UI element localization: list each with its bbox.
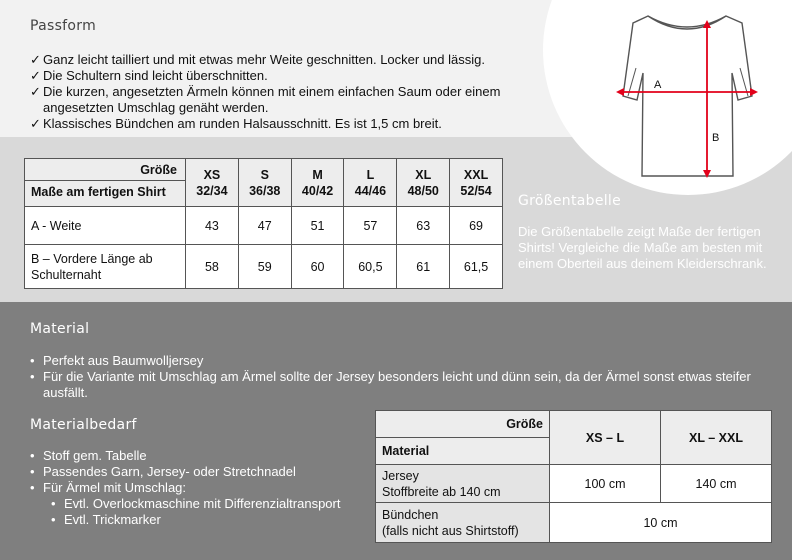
materialbedarf-list xyxy=(30,448,370,528)
material-title: Material xyxy=(30,321,90,337)
row-label: B – Vordere Länge ab Schulternaht xyxy=(25,245,186,289)
size-col-xl: XL 48/50 xyxy=(397,159,450,207)
tshirt-diagram xyxy=(590,8,780,183)
cell-value: 10 cm xyxy=(550,503,772,543)
check-icon: ✓ xyxy=(30,84,41,99)
passform-list xyxy=(30,52,520,132)
label-a: A xyxy=(654,79,662,91)
size-col-xs: XS 32/34 xyxy=(186,159,239,207)
cell-value: 60,5 xyxy=(344,245,397,289)
material-col-xl-xxl: XL – XXL xyxy=(661,411,772,465)
cell-value: 47 xyxy=(238,207,291,245)
cell-value: 61 xyxy=(397,245,450,289)
bullet-icon: • xyxy=(51,512,56,527)
groessentabelle-text: Die Größentabelle zeigt Maße der fertigen Shirts! Vergleiche die Maße am besten mit einem Oberteil aus deinem Kleiderschrank. xyxy=(518,224,767,271)
table-row xyxy=(376,465,772,503)
arrow-a-left-head xyxy=(616,88,624,96)
material-col-xs-l: XS – L xyxy=(550,411,661,465)
check-icon: ✓ xyxy=(30,68,41,83)
bullet-icon: • xyxy=(30,464,35,479)
size-col-m: M 40/42 xyxy=(291,159,344,207)
check-icon: ✓ xyxy=(30,116,41,131)
table-row xyxy=(376,503,772,543)
buendchen-label: Bündchen (falls nicht aus Shirtstoff) xyxy=(376,503,550,543)
list-item: • Evtl. Trickmarker xyxy=(51,512,161,527)
passform-item: ✓ Die kurzen, angesetzten Ärmeln können mit einem einfachen Saum oder einem angesetzten Umschlag genäht werden. xyxy=(30,84,501,115)
list-item: • Für Ärmel mit Umschlag: xyxy=(30,480,187,495)
size-col-l: L 44/46 xyxy=(344,159,397,207)
cell-value: 61,5 xyxy=(450,245,503,289)
cell-value: 43 xyxy=(186,207,239,245)
label-b: B xyxy=(712,132,720,144)
material-label: Material xyxy=(376,438,550,465)
cell-value: 58 xyxy=(186,245,239,289)
material-size-label: Größe xyxy=(376,411,550,438)
cell-value: 100 cm xyxy=(550,465,661,503)
size-col-s: S 36/38 xyxy=(238,159,291,207)
list-item: • Evtl. Overlockmaschine mit Differenzialtransport xyxy=(51,496,341,511)
material-list xyxy=(30,353,770,401)
list-item: • Für die Variante mit Umschlag am Ärmel sollte der Jersey besonders leicht und dünn sein, da der Ärmel sonst etwas steifer ausfällt. xyxy=(30,369,751,400)
jersey-label: Jersey Stoffbreite ab 140 cm xyxy=(376,465,550,503)
arrow-a-right-head xyxy=(750,88,758,96)
cell-value: 59 xyxy=(238,245,291,289)
cell-value: 51 xyxy=(291,207,344,245)
cell-value: 63 xyxy=(397,207,450,245)
tshirt-outline xyxy=(623,16,752,176)
bullet-icon: • xyxy=(30,448,35,463)
size-header-label: Größe xyxy=(25,159,185,181)
bullet-icon: • xyxy=(30,369,35,384)
row-label: A - Weite xyxy=(25,207,186,245)
cell-value: 140 cm xyxy=(661,465,772,503)
check-icon: ✓ xyxy=(30,52,41,67)
list-item: • Perfekt aus Baumwolljersey xyxy=(30,353,204,368)
table-row xyxy=(25,207,503,245)
bullet-icon: • xyxy=(30,353,35,368)
table-row xyxy=(25,245,503,289)
list-item: • Stoff gem. Tabelle xyxy=(30,448,147,463)
size-col-xxl: XXL 52/54 xyxy=(450,159,503,207)
bullet-icon: • xyxy=(30,480,35,495)
material-table xyxy=(375,410,772,543)
materialbedarf-title: Materialbedarf xyxy=(30,417,137,433)
cell-value: 57 xyxy=(344,207,397,245)
passform-title: Passform xyxy=(30,18,97,34)
groessentabelle-title: Größentabelle xyxy=(518,193,622,209)
measure-label: Maße am fertigen Shirt xyxy=(31,185,166,199)
passform-item: ✓ Klassisches Bündchen am runden Halsausschnitt. Es ist 1,5 cm breit. xyxy=(30,116,442,131)
size-table xyxy=(24,158,503,289)
cell-value: 60 xyxy=(291,245,344,289)
arrow-b-bottom-head xyxy=(703,170,711,178)
passform-item: ✓ Die Schultern sind leicht überschnitten. xyxy=(30,68,268,83)
list-item: • Passendes Garn, Jersey- oder Stretchnadel xyxy=(30,464,296,479)
passform-item: ✓ Ganz leicht tailliert und mit etwas mehr Weite geschnitten. Locker und lässig. xyxy=(30,52,485,67)
bullet-icon: • xyxy=(51,496,56,511)
cell-value: 69 xyxy=(450,207,503,245)
size-header-cell xyxy=(25,159,186,207)
